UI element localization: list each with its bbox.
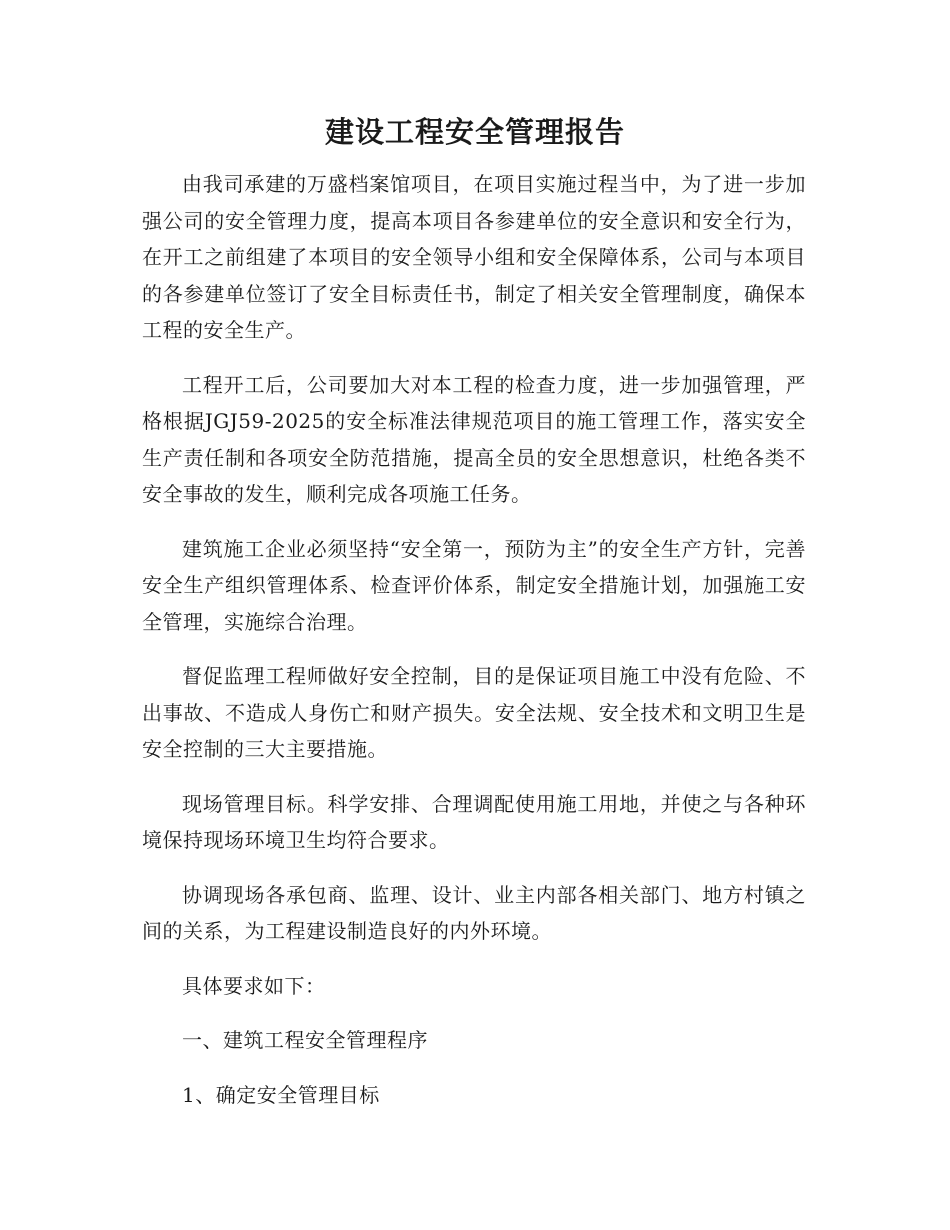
paragraph-requirements-intro: 具体要求如下： — [182, 973, 326, 998]
paragraph-supervision: 督促监理工程师做好安全控制，目的是保证项目施工中没有危险、不出事故、不造成人身伤亡和财产损失。安全法规、安全技术和文明卫生是安全控制的三大主要措施。 — [142, 664, 806, 761]
paragraph-inspection: 工程开工后，公司要加大对本工程的检查力度，进一步加强管理，严格根据JGJ59-2025的安全标准法律规范项目的施工管理工作，落实安全生产责任制和各项安全防范措施，提高全员的安全思想意识，杜绝各类不安全事故的发生，顺利完成各项施工任务。 — [142, 372, 806, 506]
subsection-heading: 1、确定安全管理目标 — [182, 1082, 380, 1107]
document-body — [142, 166, 806, 1131]
paragraph-policy: 建筑施工企业必须坚持“安全第一，预防为主”的安全生产方针，完善安全生产组织管理体系、检查评价体系，制定安全措施计划，加强施工安全管理，实施综合治理。 — [142, 536, 806, 634]
document-title: 建设工程安全管理报告 — [324, 115, 625, 149]
paragraph-site-goal: 现场管理目标。科学安排、合理调配使用施工用地，并使之与各种环境保持现场环境卫生均符合要求。 — [142, 791, 806, 852]
paragraph-coordination: 协调现场各承包商、监理、设计、业主内部各相关部门、地方村镇之间的关系，为工程建设制造良好的内外环境。 — [142, 882, 806, 943]
section-heading: 一、建筑工程安全管理程序 — [182, 1028, 428, 1052]
paragraph-intro: 由我司承建的万盛档案馆项目，在项目实施过程当中，为了进一步加强公司的安全管理力度，提高本项目各参建单位的安全意识和安全行为，在开工之前组建了本项目的安全领导小组和安全保障体系，公司与本项目的各参建单位签订了安全目标责任书，制定了相关安全管理制度，确保本工程的安全生产。 — [142, 172, 806, 342]
